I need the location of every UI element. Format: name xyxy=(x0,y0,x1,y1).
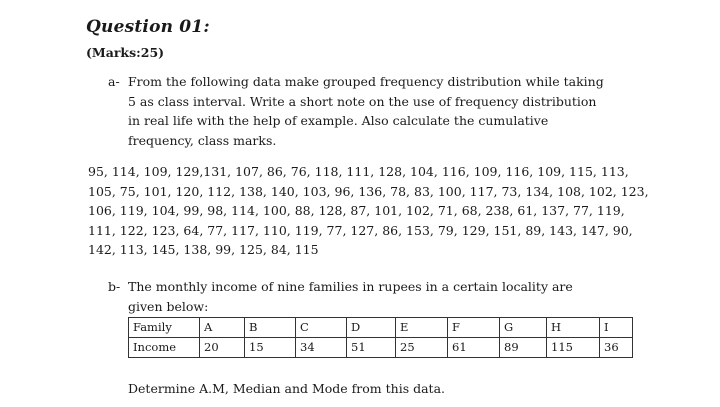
income-cell: 115 xyxy=(547,338,600,358)
part-a-line: frequency, class marks. xyxy=(128,132,277,148)
family-header-cell: Family xyxy=(129,318,200,338)
income-header-cell: Income xyxy=(129,338,200,358)
question-marks: (Marks:25) xyxy=(86,45,165,60)
family-cell: G xyxy=(500,318,547,338)
data-line: 105, 75, 101, 120, 112, 138, 140, 103, 96, 136, 78, 83, 100, 117, 73, 134, 108, 102, 123, xyxy=(88,183,649,199)
family-cell: D xyxy=(347,318,396,338)
part-a-line: 5 as class interval. Write a short note on the use of frequency distribution xyxy=(128,93,597,109)
income-cell: 61 xyxy=(448,338,500,358)
part-b-line: The monthly income of nine families in rupees in a certain locality are xyxy=(128,279,573,294)
data-line: 95, 114, 109, 129,131, 107, 86, 76, 118, 111, 128, 104, 116, 109, 116, 109, 115, 113, xyxy=(88,164,629,179)
income-cell: 20 xyxy=(200,338,245,358)
part-a-marker: a- xyxy=(108,74,120,89)
part-b-text xyxy=(128,277,573,316)
income-cell: 36 xyxy=(600,338,633,358)
income-cell: 15 xyxy=(245,338,296,358)
part-a-line: in real life with the help of example. Also calculate the cumulative xyxy=(128,113,549,128)
raw-data-list xyxy=(88,162,649,260)
family-row xyxy=(129,318,633,338)
part-b-instruction: Determine A.M, Median and Mode from this data. xyxy=(128,381,445,396)
income-cell: 34 xyxy=(296,338,347,358)
income-table xyxy=(128,317,633,358)
data-line: 142, 113, 145, 138, 99, 125, 84, 115 xyxy=(88,242,319,258)
part-b-marker: b- xyxy=(108,279,121,294)
income-cell: 25 xyxy=(396,338,448,358)
part-a-text xyxy=(128,72,604,150)
family-cell: I xyxy=(600,318,633,338)
income-cell: 51 xyxy=(347,338,396,358)
family-cell: H xyxy=(547,318,600,338)
data-line: 111, 122, 123, 64, 77, 117, 110, 119, 77, 127, 86, 153, 79, 129, 151, 89, 143, 147, 90, xyxy=(88,222,633,238)
family-cell: F xyxy=(448,318,500,338)
family-cell: B xyxy=(245,318,296,338)
part-a-line: From the following data make grouped frequency distribution while taking xyxy=(128,74,604,89)
income-cell: 89 xyxy=(500,338,547,358)
data-line: 106, 119, 104, 99, 98, 114, 100, 88, 128, 87, 101, 102, 71, 68, 238, 61, 137, 77, 119, xyxy=(88,203,625,219)
family-cell: A xyxy=(200,318,245,338)
family-cell: C xyxy=(296,318,347,338)
question-title: Question 01: xyxy=(86,17,210,37)
family-cell: E xyxy=(396,318,448,338)
part-b-line: given below: xyxy=(128,298,209,314)
income-row xyxy=(129,338,633,358)
